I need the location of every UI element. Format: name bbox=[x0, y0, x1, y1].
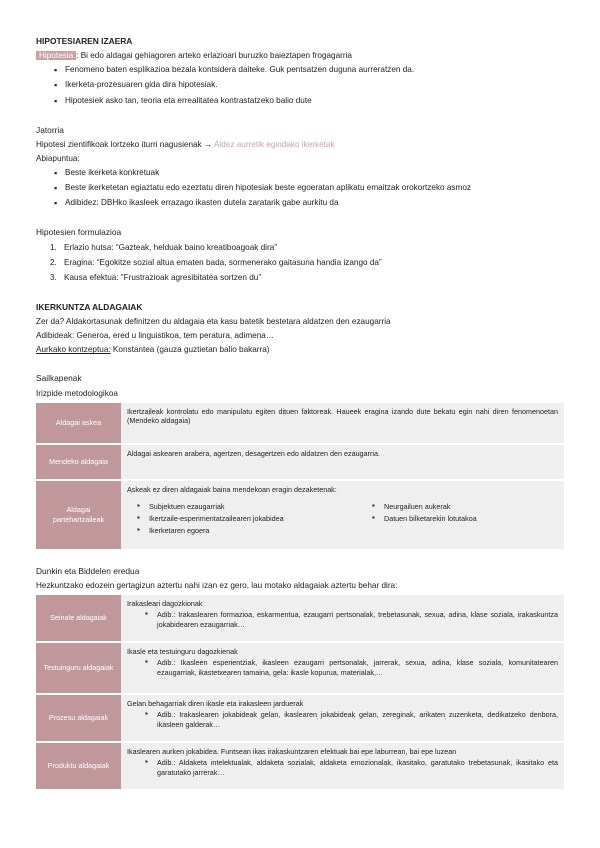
table-row bbox=[36, 643, 564, 695]
row-content: Ikertzaileak kontrolatu edo manipulatu egiten dituen faktoreak. Haueek eragina izando dute bekatu egin nahi diren fenomenoetan (Mendeko aldagaia) bbox=[121, 403, 564, 445]
row-label: Produktu aldagaiak bbox=[36, 743, 121, 791]
row-label: Aldagai askea bbox=[36, 403, 121, 445]
row-content bbox=[121, 595, 564, 643]
row-content bbox=[121, 695, 564, 743]
row-label: Mendeko aldagaia bbox=[36, 445, 121, 481]
aldagaia-examples: Adibideak: Generoa, ered u linguistikoa, tem peratura, adimena… bbox=[36, 331, 275, 341]
dunkin-biddle-table bbox=[36, 595, 564, 791]
row-intro-text: Askeak ez diren aldagaiak baina mendekoan eragin dezaketenak: bbox=[127, 484, 337, 494]
list-item: ▪ Adib.: Irakaslearen jokabideak gelan, ikaslearen jokabideak gelan, zereginak, arikaten zuzenketa, dedikatzeko denbora, ikasleen galderak… bbox=[145, 710, 558, 729]
list-item: ▪ Fenomeno baten esplikazioa bezala kontsidera daiteke. Guk pentsatzen duguna aurreratzen da. bbox=[54, 64, 564, 75]
factor-list-left bbox=[127, 502, 362, 537]
factor-list-right bbox=[362, 502, 477, 537]
row-label: Seinale aldagaiak bbox=[36, 595, 121, 643]
row-heading: Ikasle eta testuinguru dagozkienak bbox=[127, 647, 238, 657]
arrow-icon: → bbox=[203, 139, 213, 149]
row-examples bbox=[127, 710, 558, 729]
row-content: Aldagai askearen arabera, agertzen, desagertzen edo aldatzen den ezaugarria. bbox=[121, 445, 564, 481]
row-examples bbox=[127, 658, 558, 677]
list-item: ▪ Neurgailuen aukerak bbox=[372, 502, 477, 512]
sources-text: Hipotesi zientifikoak lortzeko iturri nagusienak bbox=[36, 139, 202, 149]
section-title-sailkapenak: Sailkapenak bbox=[36, 373, 82, 384]
highlighted-term: Hipotesia bbox=[36, 51, 76, 60]
hipotesia-definition bbox=[36, 50, 564, 61]
row-content bbox=[121, 481, 564, 551]
list-item: ▪ Ikerketa-prozesuaren gida dira hipotesiak. bbox=[54, 79, 564, 90]
list-item: ▪ Hipotesiek asko tan, teoria eta errealitatea kontrastatzeko balio dute bbox=[54, 95, 564, 106]
table-row bbox=[36, 445, 564, 481]
list-item: 3. Kausa efektua: “Frustrazioak agresibitatea sortzen du” bbox=[50, 272, 262, 282]
list-item: ▪ Adibidez: DBHko ikasleek errazago ikasten dutela zaratarik gabe aurkitu da bbox=[54, 197, 564, 208]
list-item: ▪ Adib.: Ikasleen esperientziak, ikasleen ezaugarri pertsonalak, jarrerak, sexua, adina, klase soziala, komunitatearen ezaugarriak, ikastetxearen tamaina, gela: ikasle kopurua, materialak,… bbox=[145, 658, 558, 677]
section-title-hipotesiaren-izaera: HIPOTESIAREN IZAERA bbox=[36, 36, 133, 46]
list-item: ▪ Beste ikerketa konkretuak bbox=[54, 167, 564, 178]
definition-text: : Bi edo aldagai gehiagoren arteko erlazioari buruzko baieztapen frogagarria bbox=[76, 51, 352, 61]
list-item: ▪ Ikerketaren egoera bbox=[137, 526, 362, 536]
row-label: Testuinguru aldagaiak bbox=[36, 643, 121, 695]
opposite-concept-label: Aurkako kontzeptua: bbox=[36, 345, 111, 355]
row-heading: Gelan behagarriak diren ikasle eta irakasleen jarduerak bbox=[127, 699, 304, 709]
opposite-concept-text: Konstantea (gauza guztietan balio bakarra) bbox=[110, 345, 270, 355]
row-label: Prozesu aldagaiak bbox=[36, 695, 121, 743]
dunkin-biddle-subtitle: Hezkuntzako edozein gertagizun aztertu nahi izan ez gero, lau motako aldagaiak aztertu behar dira: bbox=[36, 581, 398, 591]
row-examples bbox=[127, 610, 558, 629]
factor-lists bbox=[127, 502, 558, 537]
previous-research-link: Aldez aurretik egindako ikerketak bbox=[213, 139, 335, 149]
row-content bbox=[121, 743, 564, 791]
table-row bbox=[36, 695, 564, 743]
list-item: ▪ Adib.: Aldaketa intelektualak, aldaketa sozialak, aldaketa emozionalak, ikasitako, garatutako trebetasunak, ikasitako eta garatutako jarrerak… bbox=[145, 758, 558, 777]
section-title-jatorria: Jatorria bbox=[36, 124, 64, 135]
row-heading: Irakasleari dagozkionak bbox=[127, 599, 203, 609]
irizpide-metodologikoa-table bbox=[36, 403, 564, 551]
irizpide-subtitle: Irizpide metodologikoa bbox=[36, 388, 118, 398]
row-examples bbox=[127, 758, 558, 777]
list-item: ▪ Adib.: Irakaslearen formazioa, eskarmentua, ezaugarri pertsonalak, trebetasunak, sexua, adina, klase soziala, irakaskuntza jokabidearen ezaugarriak… bbox=[145, 610, 558, 629]
abiapuntua-bullet-list bbox=[36, 167, 564, 208]
row-label: Aldagai partehartzaileak bbox=[36, 481, 121, 551]
row-content bbox=[121, 643, 564, 695]
formulazioa-numbered-list bbox=[36, 242, 564, 283]
document-page bbox=[36, 36, 564, 791]
row-heading: Ikaslearen aurken jokabidea. Funtsean ikas irakaskuntzaren efektuak bai epe laburrean, bai epe luzean bbox=[127, 747, 457, 757]
table-row bbox=[36, 595, 564, 643]
list-item: ▪ Beste ikerketetan egiaztatu edo ezeztatu diren hipotesiak beste egoeratan aplikatu emaitzak orokortzeko asmoz bbox=[54, 182, 564, 193]
table-row bbox=[36, 403, 564, 445]
jatorria-sources-line bbox=[36, 139, 564, 150]
list-item: 2. Eragina: “Egokitze sozial altua ematen bada, sormenerako gaitasuna handia izango da” bbox=[50, 257, 382, 267]
list-item: ▪ Ikertzaile-esperimentatzailearen jokabidea bbox=[137, 514, 362, 524]
section-title-dunkin-biddle: Dunkin eta Biddelen eredua bbox=[36, 565, 140, 576]
section-title-ikerkuntza-aldagaiak: IKERKUNTZA ALDAGAIAK bbox=[36, 301, 143, 312]
izaera-bullet-list bbox=[36, 64, 564, 105]
aldagaia-definition: Zer da? Aldakortasunak definitzen du aldagaia eta kasu batetik bestetara aldatzen den ezaugarria bbox=[36, 317, 391, 327]
table-row bbox=[36, 481, 564, 551]
section-title-formulazioa: Hipotesien formulazioa bbox=[36, 227, 122, 238]
opposite-concept bbox=[36, 344, 564, 355]
table-row bbox=[36, 743, 564, 791]
list-item: ▪ Subjektuen ezaugarriak bbox=[137, 502, 362, 512]
list-item: ▪ Datuen bilketarekin lotutakoa bbox=[372, 514, 477, 524]
abiapuntua-label: Abiapuntua: bbox=[36, 154, 80, 163]
list-item: 1. Erlazio hutsa: “Gazteak, helduak baino kreatiboagoak dira” bbox=[50, 242, 277, 252]
